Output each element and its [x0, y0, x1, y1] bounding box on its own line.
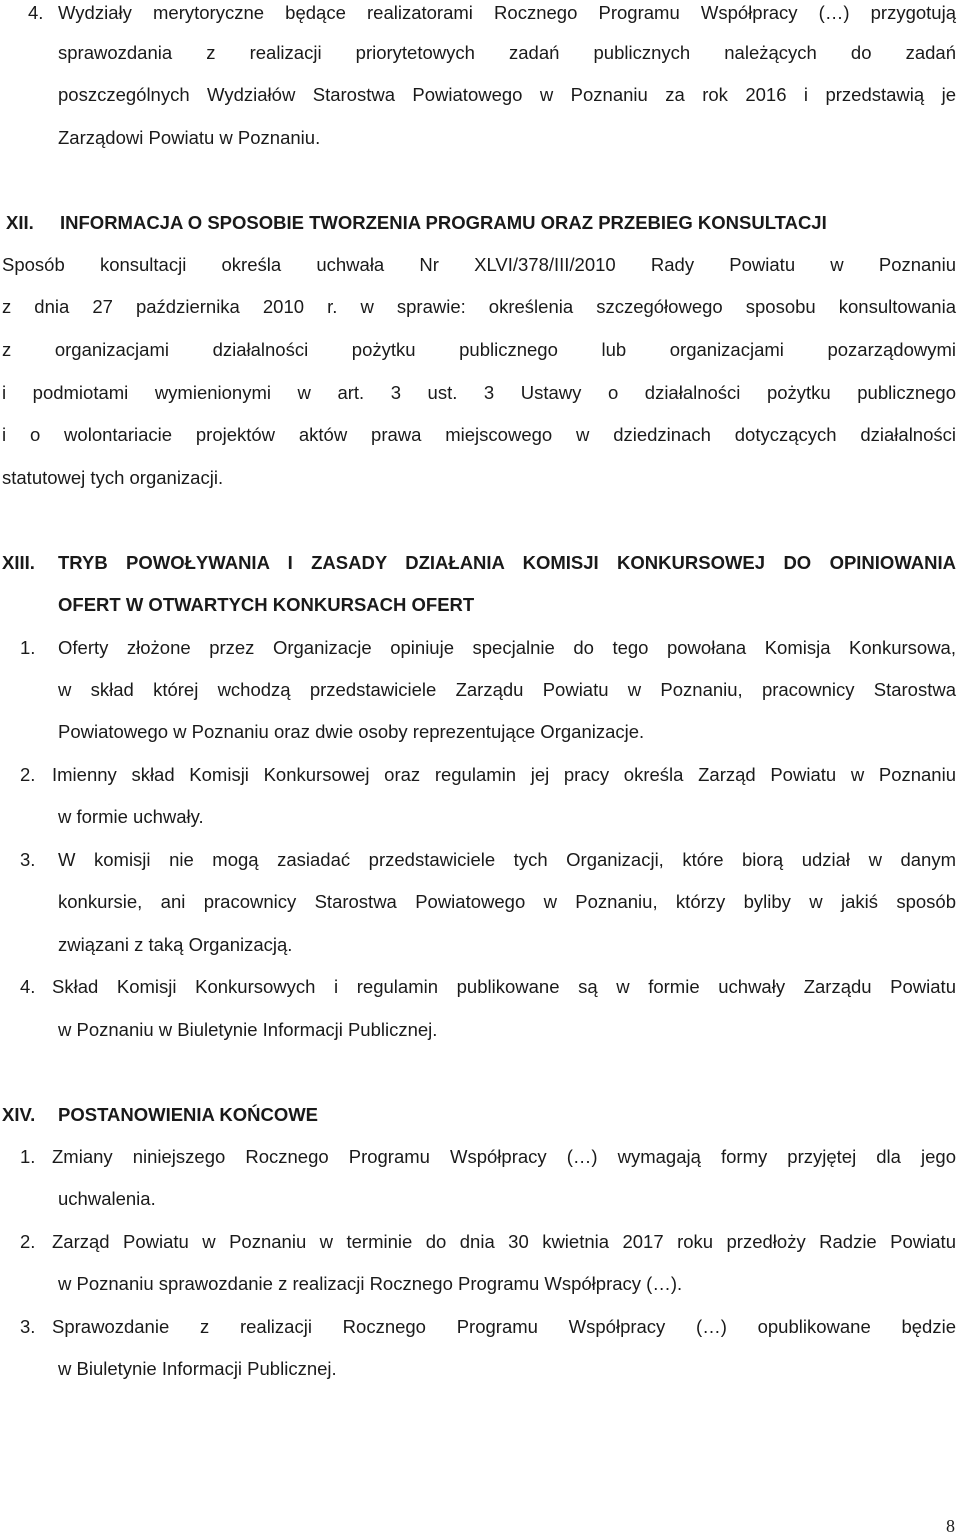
paragraph-line: poszczególnych Wydziałów Starostwa Powiatowego w Poznaniu za rok 2016 i przedstawią je — [58, 84, 956, 105]
list-number: 2. — [20, 1231, 36, 1252]
paragraph-line: Zarząd Powiatu w Poznaniu w terminie do dnia 30 kwietnia 2017 roku przedłoży Radzie Powiatu — [52, 1231, 956, 1252]
paragraph-line: Wydziały merytoryczne będące realizatorami Rocznego Programu Współpracy (…) przygotują — [58, 2, 956, 23]
paragraph-line: Sposób konsultacji określa uchwała Nr XLVI/378/III/2010 Rady Powiatu w Poznaniu — [2, 254, 956, 275]
list-number: 1. — [20, 637, 36, 658]
paragraph-line: Zmiany niniejszego Rocznego Programu Współpracy (…) wymagają formy przyjętej dla jego — [52, 1146, 956, 1167]
section-numeral: XIV. — [2, 1104, 36, 1125]
paragraph-line: w formie uchwały. — [58, 806, 204, 827]
section-heading: TRYB POWOŁYWANIA I ZASADY DZIAŁANIA KOMISJI KONKURSOWEJ DO OPINIOWANIA — [58, 552, 956, 573]
section-heading: POSTANOWIENIA KOŃCOWE — [58, 1104, 319, 1125]
paragraph-line: z dnia 27 października 2010 r. w sprawie: określenia szczegółowego sposobu konsultowania — [2, 296, 956, 317]
paragraph-line: Zarządowi Powiatu w Poznaniu. — [58, 127, 321, 148]
paragraph-line: i podmiotami wymienionymi w art. 3 ust. 3 Ustawy o działalności pożytku publicznego — [2, 382, 956, 403]
page-number: 8 — [946, 1516, 955, 1536]
paragraph-line: Imienny skład Komisji Konkursowej oraz regulamin jej pracy określa Zarząd Powiatu w Poznaniu — [52, 764, 956, 785]
paragraph-line: Sprawozdanie z realizacji Rocznego Programu Współpracy (…) opublikowane będzie — [52, 1316, 956, 1337]
paragraph-line: związani z taką Organizacją. — [58, 934, 293, 955]
paragraph-line: i o wolontariacie projektów aktów prawa miejscowego w dziedzinach dotyczących działalności — [2, 424, 956, 445]
list-number: 1. — [20, 1146, 36, 1167]
paragraph-line: z organizacjami działalności pożytku publicznego lub organizacjami pozarządowymi — [2, 339, 956, 360]
paragraph-line: uchwalenia. — [58, 1188, 156, 1209]
list-number: 2. — [20, 764, 36, 785]
paragraph-line: W komisji nie mogą zasiadać przedstawiciele tych Organizacji, które biorą udział w danym — [58, 849, 956, 870]
section-numeral: XII. — [6, 212, 34, 233]
list-number: 3. — [20, 849, 36, 870]
paragraph-line: konkursie, ani pracownicy Starostwa Powiatowego w Poznaniu, którzy byliby w jakiś sposób — [58, 891, 956, 912]
section-heading: INFORMACJA O SPOSOBIE TWORZENIA PROGRAMU ORAZ PRZEBIEG KONSULTACJI — [60, 212, 827, 233]
paragraph-line: Oferty złożone przez Organizacje opiniuje specjalnie do tego powołana Komisja Konkursowa, — [58, 637, 956, 658]
list-number: 4. — [20, 976, 36, 997]
paragraph-line: w Poznaniu sprawozdanie z realizacji Rocznego Programu Współpracy (…). — [58, 1273, 683, 1294]
paragraph-line: Skład Komisji Konkursowych i regulamin publikowane są w formie uchwały Zarządu Powiatu — [52, 976, 956, 997]
paragraph-line: w Poznaniu w Biuletynie Informacji Publicznej. — [58, 1019, 438, 1040]
list-number: 4. — [28, 2, 44, 23]
paragraph-line: sprawozdania z realizacji priorytetowych zadań publicznych należących do zadań — [58, 42, 956, 63]
section-numeral: XIII. — [2, 552, 35, 573]
paragraph-line: statutowej tych organizacji. — [2, 467, 224, 488]
paragraph-line: Powiatowego w Poznaniu oraz dwie osoby reprezentujące Organizacje. — [58, 721, 645, 742]
paragraph-line: w Biuletynie Informacji Publicznej. — [58, 1358, 337, 1379]
section-heading: OFERT W OTWARTYCH KONKURSACH OFERT — [58, 594, 475, 615]
list-number: 3. — [20, 1316, 36, 1337]
paragraph-line: w skład której wchodzą przedstawiciele Zarządu Powiatu w Poznaniu, pracownicy Starostwa — [58, 679, 956, 700]
